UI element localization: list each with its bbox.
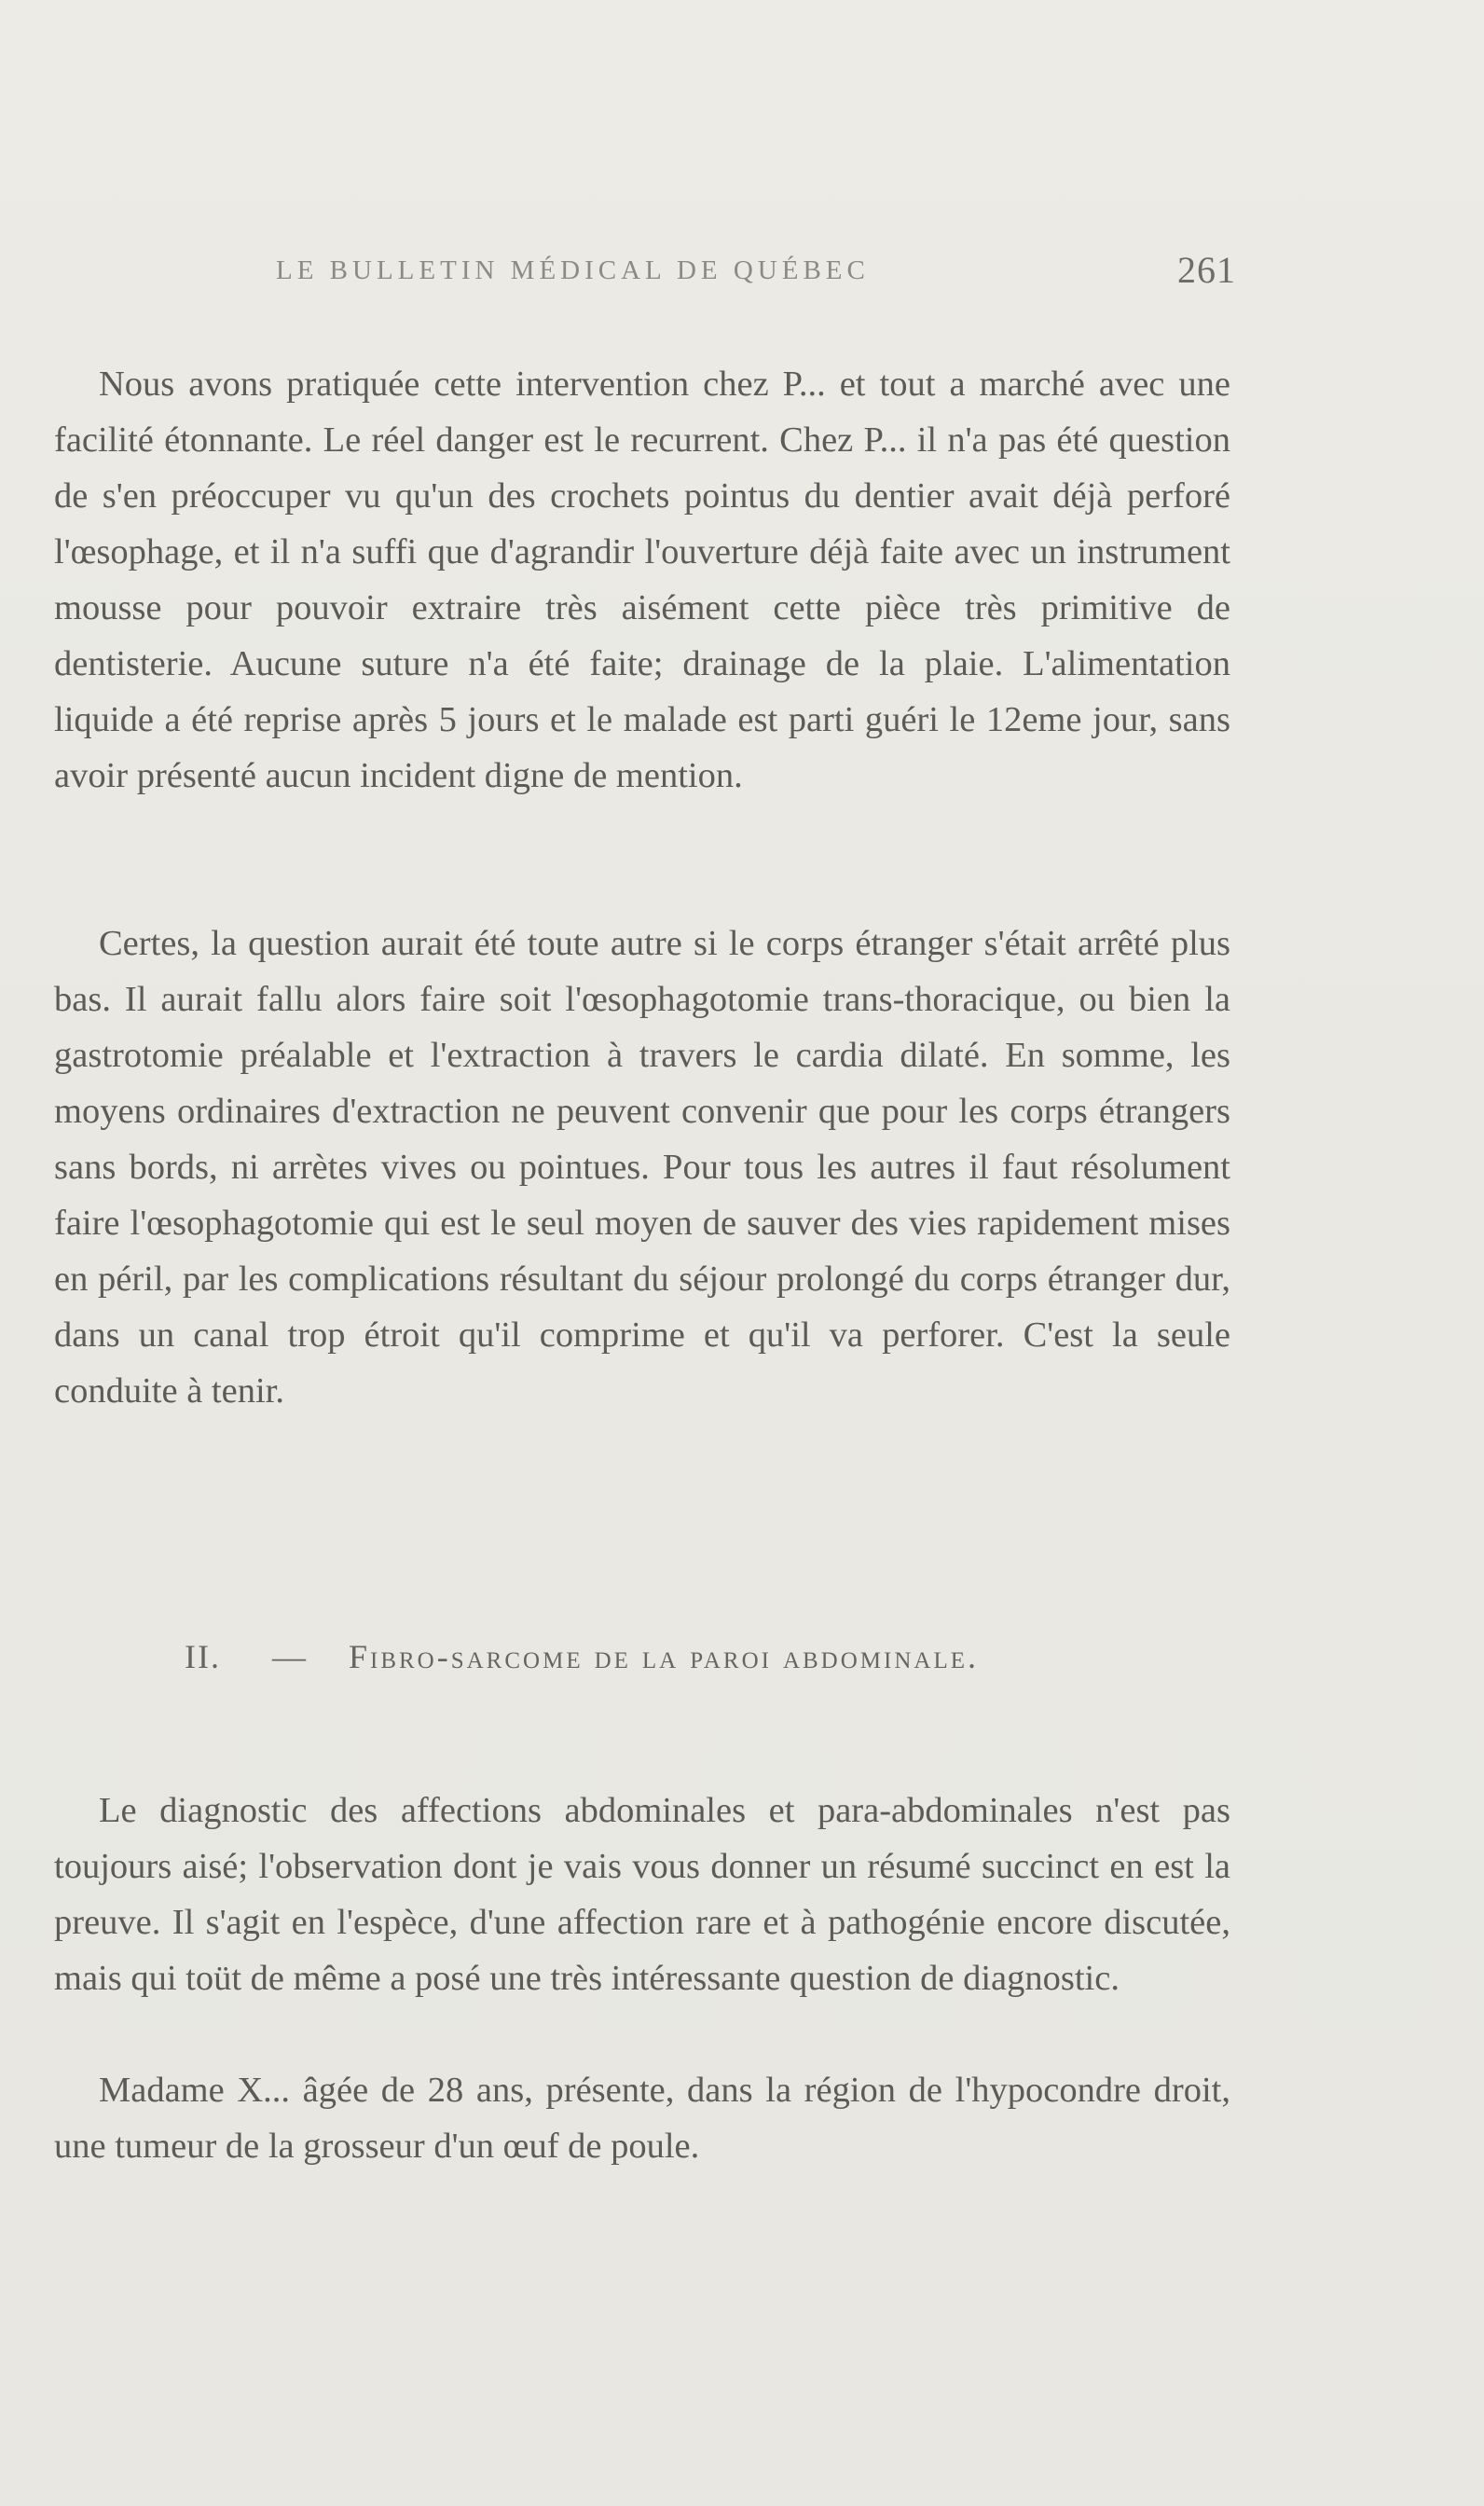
section-heading — [185, 1637, 979, 1676]
paragraph-4: Madame X... âgée de 28 ans, présente, dans la région de l'hypocondre droit, une tumeur de la grosseur d'un œuf de poule. — [54, 2071, 1230, 2166]
paragraph-2: Certes, la question aurait été toute autre si le corps étranger s'était arrêté plus bas. Il aurait fallu alors faire soit l'œsophagotomie trans-thoracique, ou bien la gastrotomie préalable et l'extraction à travers le cardia dilaté. En somme, les moyens ordinaires d'extraction ne peuvent convenir que pour les corps étrangers sans bords, ni arrètes vives ou pointues. Pour tous les autres il faut résolument faire l'œsophagotomie qui est le seul moyen de sauver des vies rapidement mises en péril, par les complications résultant du séjour prolongé du corps étranger dur, dans un canal trop étroit qu'il comprime et qu'il va perforer. C'est la seule conduite à tenir. — [54, 924, 1230, 1411]
running-head — [276, 248, 1236, 295]
paragraph-1: Nous avons pratiquée cette intervention chez P... et tout a marché avec une facilité étonnante. Le réel danger est le recurrent. Chez P... il n'a pas été question de s'en préoccuper vu qu'un des crochets pointus du dentier avait déjà perforé l'œsophage, et il n'a suffi que d'agrandir l'ouverture déjà faite avec un instrument mousse pour pouvoir extraire très aisément cette pièce très primitive de dentisterie. Aucune suture n'a été faite; drainage de la plaie. L'alimentation liquide a été reprise après 5 jours et le malade est parti guéri le 12eme jour, sans avoir présenté aucun incident digne de mention. — [54, 365, 1230, 795]
journal-title: LE BULLETIN MÉDICAL DE QUÉBEC — [276, 255, 870, 285]
page-number: 261 — [1177, 249, 1236, 291]
section-number: II. — [185, 1638, 221, 1675]
paragraph-3: Le diagnostic des affections abdominales et para-abdominales n'est pas toujours aisé; l'observation dont je vais vous donner un résumé succinct en est la preuve. Il s'agit en l'espèce, d'une affection rare et à pathogénie encore discutée, mais qui toüt de même a posé une très intéressante question de diagnostic. — [54, 1791, 1230, 1998]
section-dash: — — [271, 1638, 308, 1675]
section-title: Fibro-sarcome de la paroi abdominale. — [348, 1638, 979, 1675]
